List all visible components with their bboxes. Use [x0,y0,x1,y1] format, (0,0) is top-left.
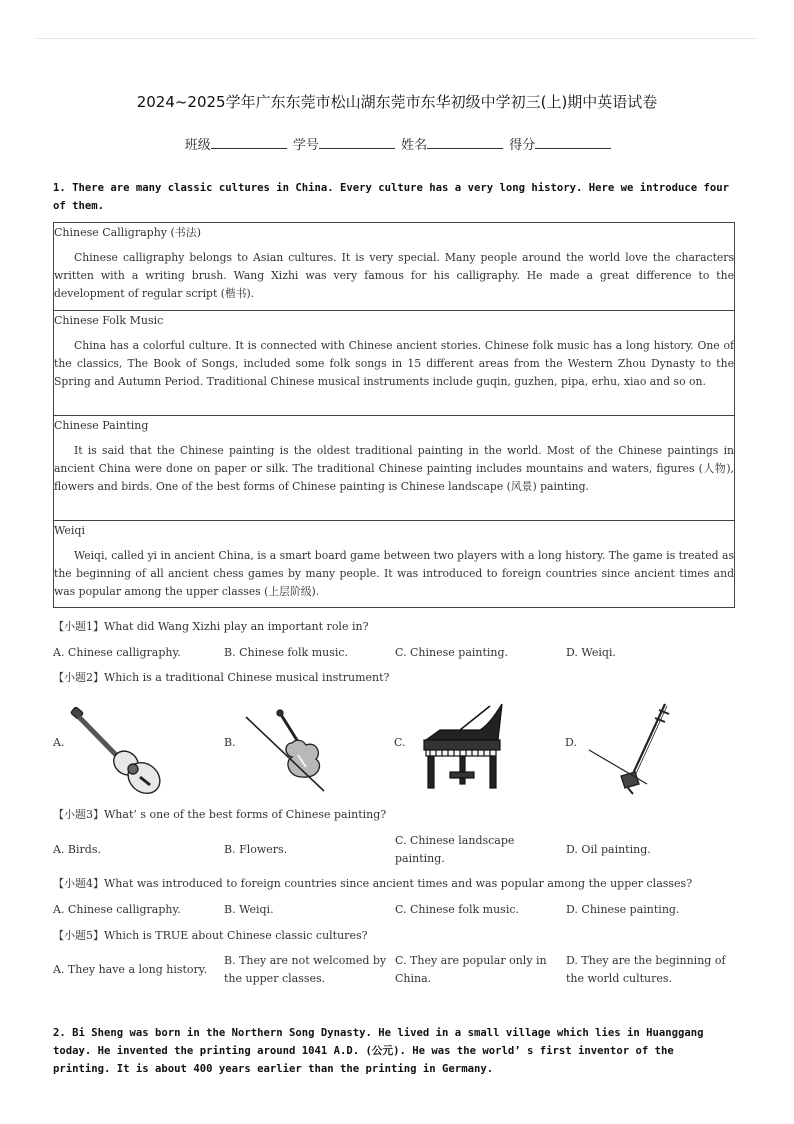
sub-question-3-options [53,832,739,868]
section-body: China has a colorful culture. It is connected with Chinese ancient stories. Chinese folk music has a long history. One of the classics, The Book of Songs, included some folk songs in 15 different areas from the Western Zhou Dynasty to the Spring and Autumn Period. Traditional Chinese musical instruments include guqin, guzhen, pipa, erhu, xiao and so on. [54,339,734,388]
erhu-picture[interactable] [585,700,675,795]
option-b[interactable]: B. Flowers. [224,843,288,856]
name-blank[interactable] [427,136,503,149]
score-label: 得分 [509,138,536,153]
sub-question-5-options [53,952,739,988]
sub-question-1: 【小题1】What did Wang Xizhi play an important role in? [53,620,369,633]
class-blank[interactable] [211,136,287,149]
passage-row-weiqi [54,521,735,608]
sub-question-1-options [53,644,739,662]
section-body: Chinese calligraphy belongs to Asian cultures. It is very special. Many people around the world love the characters written with a writing brush. Wang Xizhi was very famous for his calligraphy. He made a great difference to the development of regular script (楷书). [54,251,734,300]
section-title: Chinese Painting [54,419,149,432]
score-blank[interactable] [535,136,611,149]
option-d[interactable]: D. They are the beginning of the world cultures. [566,954,726,985]
name-label: 姓名 [401,138,428,153]
sub-question-4-options [53,901,739,919]
option-a[interactable]: A. They have a long history. [53,963,208,976]
class-label: 班级 [184,138,211,153]
option-a[interactable]: A. Chinese calligraphy. [53,903,181,916]
section-title: Chinese Folk Music [54,314,164,327]
option-a[interactable]: A. Chinese calligraphy. [53,646,181,659]
option-d[interactable]: D. Chinese painting. [566,903,680,916]
option-d[interactable]: D. Oil painting. [566,843,651,856]
student-info-line [0,134,794,153]
passage-row-calligraphy [54,223,735,311]
option-d[interactable]: D. [565,736,577,749]
passage-row-folk-music [54,311,735,416]
option-c[interactable]: C. Chinese landscape painting. [395,834,515,865]
option-b[interactable]: B. Chinese folk music. [224,646,349,659]
option-c[interactable]: C. Chinese folk music. [395,903,519,916]
section-body: Weiqi, called yi in ancient China, is a smart board game between two players with a long history. The game is treated as the beginning of all ancient chess games by many people. It was introduced to foreign countries since ancient times and was popular among the upper classes (上层阶级). [54,549,734,598]
section-title: Weiqi [54,524,85,537]
page-top-rule [36,38,758,39]
student-id-blank[interactable] [319,136,395,149]
sub-question-3: 【小题3】What’ s one of the best forms of Chinese painting? [53,808,387,821]
passage-table [53,222,735,608]
sub-question-2: 【小题2】Which is a traditional Chinese musical instrument? [53,671,390,684]
option-d[interactable]: D. Weiqi. [566,646,616,659]
option-b[interactable]: B. [224,736,236,749]
sub-question-5: 【小题5】Which is TRUE about Chinese classic cultures? [53,929,368,942]
option-b[interactable]: B. They are not welcomed by the upper classes. [224,954,387,985]
option-c[interactable]: C. They are popular only in China. [395,954,547,985]
student-id-label: 学号 [292,138,319,153]
option-c[interactable]: C. [394,736,406,749]
section-title: Chinese Calligraphy (书法) [54,226,202,239]
guitar-picture[interactable] [70,705,165,795]
option-c[interactable]: C. Chinese painting. [395,646,509,659]
option-a[interactable]: A. [53,736,65,749]
piano-picture[interactable] [420,700,505,795]
question-1-intro: 1. There are many classic cultures in China. Every culture has a very long history. Here we introduce four of them. [53,182,730,212]
sub-question-4: 【小题4】What was introduced to foreign countries since ancient times and was popular among the upper classes? [53,877,693,890]
exam-title: 2024~2025学年广东东莞市松山湖东莞市东华初级中学初三(上)期中英语试卷 [136,93,658,111]
section-body: It is said that the Chinese painting is the oldest traditional painting in the world. Most of the Chinese paintings in ancient China were done on paper or silk. The traditional Chinese painting includes mountains and waters, figures (人物), flowers and birds. One of the best forms of Chinese painting is Chinese landscape (风景) painting. [54,444,734,493]
option-b[interactable]: B. Weiqi. [224,903,274,916]
question-2-intro: 2. Bi Sheng was born in the Northern Song Dynasty. He lived in a small village which lies in Huanggang today. He invented the printing around 1041 A.D. (公元). He was the world’ s first inventor of the printing. It is about 400 years earlier than the printing in Germany. [53,1027,704,1075]
passage-row-painting [54,416,735,521]
violin-picture[interactable] [240,705,340,795]
option-a[interactable]: A. Birds. [53,843,101,856]
